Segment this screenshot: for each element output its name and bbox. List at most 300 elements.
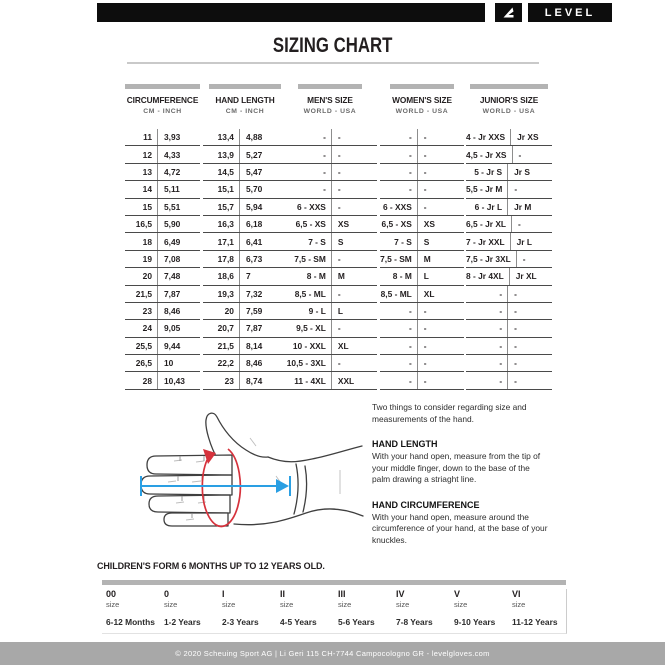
column-header-bar xyxy=(390,84,454,89)
header-bar xyxy=(97,3,485,22)
children-column xyxy=(160,589,218,627)
column-header-bar xyxy=(209,84,281,89)
cell-primary: 21,5 xyxy=(125,286,158,302)
table-row xyxy=(203,129,287,146)
children-age-range: 5-6 Years xyxy=(338,617,375,627)
cell-secondary: Jr S xyxy=(514,166,530,177)
column-rows xyxy=(283,129,377,390)
table-row xyxy=(203,372,287,389)
hand-length-text: With your hand open, measure from the tip of your middle finger, down to the base of the palm drawing a striaght line. xyxy=(372,451,541,484)
column-header-bar xyxy=(125,84,200,89)
table-row xyxy=(125,338,200,355)
cell-secondary: - xyxy=(518,149,522,160)
table-row xyxy=(380,181,464,198)
cell-primary: 8,5 - ML xyxy=(380,286,418,302)
table-row xyxy=(203,216,287,233)
table-row xyxy=(380,216,464,233)
cell-primary: 4 - Jr XXS xyxy=(466,129,511,145)
level-angle-mark-icon xyxy=(502,6,515,19)
measurement-info xyxy=(372,402,548,546)
cell-secondary: - xyxy=(423,184,427,195)
cell-primary: 22,2 xyxy=(203,355,240,371)
cell-primary: 23 xyxy=(203,372,240,388)
table-row xyxy=(283,251,377,268)
column-title: CIRCUMFERENCE xyxy=(126,95,199,105)
cell-secondary: 5,90 xyxy=(164,219,181,230)
table-row xyxy=(125,303,200,320)
children-column xyxy=(102,589,160,627)
cell-primary: 6 - Jr L xyxy=(466,199,508,215)
cell-primary: 13,9 xyxy=(203,146,240,162)
children-age-range: 9-10 Years xyxy=(454,617,496,627)
cell-primary: 19,3 xyxy=(203,286,240,302)
cell-secondary: - xyxy=(337,201,341,212)
children-column xyxy=(218,589,276,627)
cell-primary: 15 xyxy=(125,199,158,215)
size-table xyxy=(97,84,568,394)
cell-secondary: 7,87 xyxy=(245,323,263,334)
hand-measurement-figure xyxy=(100,398,365,560)
page-title: SIZING CHART xyxy=(272,34,393,57)
table-row xyxy=(380,303,464,320)
table-row xyxy=(380,320,464,337)
cell-primary: 16,5 xyxy=(125,216,158,232)
column-subtitle: WORLD - USA xyxy=(303,108,357,115)
cell-secondary: Jr XL xyxy=(515,271,537,282)
cell-secondary: XL xyxy=(423,288,435,299)
column-title: HAND LENGTH xyxy=(215,95,275,105)
cell-secondary: - xyxy=(337,132,341,143)
cell-primary: 20,7 xyxy=(203,320,240,336)
cell-secondary: - xyxy=(337,358,341,369)
cell-primary: 15,7 xyxy=(203,199,240,215)
cell-secondary: 5,70 xyxy=(245,184,263,195)
cell-primary: 13,4 xyxy=(203,129,240,145)
table-row xyxy=(125,268,200,285)
children-column xyxy=(392,589,450,627)
children-column xyxy=(276,589,334,627)
cell-primary: 19 xyxy=(125,251,158,267)
table-row xyxy=(125,372,200,389)
cell-primary: - xyxy=(380,338,418,354)
cell-primary: - xyxy=(283,181,332,197)
table-row xyxy=(466,355,552,372)
cell-primary: 4,5 - Jr XS xyxy=(466,146,513,162)
cell-primary: 5 - Jr S xyxy=(466,164,508,180)
column-subtitle: CM - INCH xyxy=(143,108,182,115)
cell-primary: 17,8 xyxy=(203,251,240,267)
size-table-group xyxy=(283,84,377,390)
column-subtitle: CM - INCH xyxy=(225,108,265,115)
column-title: WOMEN'S SIZE xyxy=(392,95,452,105)
cell-primary: 15,1 xyxy=(203,181,240,197)
table-row xyxy=(125,320,200,337)
cell-secondary: - xyxy=(423,149,427,160)
cell-secondary: - xyxy=(337,288,341,299)
column-header-bar xyxy=(298,84,362,89)
cell-primary: 7 - S xyxy=(283,233,332,249)
cell-primary: 23 xyxy=(125,303,158,319)
cell-primary: 7 - S xyxy=(380,233,418,249)
column-title: MEN'S SIZE xyxy=(307,95,353,105)
column-rows xyxy=(125,129,200,390)
cell-secondary: - xyxy=(337,253,341,264)
cell-primary: 6,5 - Jr XL xyxy=(466,216,512,232)
cell-secondary: - xyxy=(423,375,427,386)
brand-logo: LEVEL xyxy=(528,3,612,22)
cell-secondary: 10,43 xyxy=(164,375,185,386)
cell-secondary: - xyxy=(337,149,341,160)
cell-primary: - xyxy=(466,338,508,354)
cell-primary: 5,5 - Jr M xyxy=(466,181,508,197)
column-subtitle: WORLD - USA xyxy=(395,108,449,115)
table-row xyxy=(283,216,377,233)
children-size-label: size xyxy=(338,600,352,609)
size-table-group xyxy=(380,84,464,390)
cell-secondary: M xyxy=(423,253,431,264)
children-size-label: size xyxy=(280,600,294,609)
cell-secondary: 8,14 xyxy=(245,340,263,351)
table-row xyxy=(203,164,287,181)
children-size-label: size xyxy=(454,600,468,609)
children-column xyxy=(450,589,508,627)
cell-primary: 7,5 - SM xyxy=(283,251,332,267)
table-row xyxy=(203,355,287,372)
table-row xyxy=(380,268,464,285)
cell-secondary: - xyxy=(423,132,427,143)
level-logo-icon xyxy=(495,3,522,22)
table-row xyxy=(380,251,464,268)
cell-secondary: - xyxy=(518,219,521,230)
cell-secondary: S xyxy=(337,236,344,247)
size-table-group xyxy=(125,84,200,390)
table-row xyxy=(380,164,464,181)
table-row xyxy=(203,338,287,355)
cell-primary: - xyxy=(380,303,418,319)
cell-primary: - xyxy=(466,320,508,336)
cell-secondary: 7,87 xyxy=(164,288,181,299)
children-table-bar xyxy=(102,580,566,585)
cell-secondary: 5,51 xyxy=(164,201,181,212)
cell-primary: 8 - M xyxy=(380,268,418,284)
cell-secondary: Jr XS xyxy=(517,132,539,143)
table-row xyxy=(203,199,287,216)
children-table-title: CHILDREN'S FORM 6 MONTHS UP TO 12 YEARS OLD. xyxy=(97,561,325,571)
cell-primary: 7,5 - Jr 3XL xyxy=(466,251,517,267)
table-row xyxy=(125,129,200,146)
table-row xyxy=(380,355,464,372)
hand-circumference-heading: HAND CIRCUMFERENCE xyxy=(372,499,480,510)
cell-primary: 10,5 - 3XL xyxy=(283,355,332,371)
table-row xyxy=(283,199,377,216)
cell-primary: 6,5 - XS xyxy=(283,216,332,232)
table-row xyxy=(466,164,552,181)
cell-primary: 6,5 - XS xyxy=(380,216,418,232)
cell-secondary: XS xyxy=(423,219,435,230)
table-row xyxy=(283,233,377,250)
cell-secondary: 5,11 xyxy=(164,184,180,195)
cell-secondary: 5,47 xyxy=(245,166,263,177)
children-size-code: I xyxy=(222,589,225,599)
children-age-range: 6-12 Months xyxy=(106,617,155,627)
cell-primary: 16,3 xyxy=(203,216,240,232)
table-row xyxy=(125,355,200,372)
children-column xyxy=(508,589,566,627)
cell-primary: 11 xyxy=(125,129,158,145)
cell-secondary: - xyxy=(522,253,526,264)
table-row xyxy=(466,233,552,250)
cell-secondary: 5,27 xyxy=(245,149,263,160)
cell-secondary: 8,46 xyxy=(245,358,263,369)
table-row xyxy=(203,320,287,337)
cell-secondary: S xyxy=(423,236,430,247)
table-row xyxy=(283,164,377,181)
table-row xyxy=(283,268,377,285)
table-row xyxy=(125,181,200,198)
info-intro: Two things to consider regarding size and measurements of the hand. xyxy=(372,402,527,424)
table-row xyxy=(125,164,200,181)
cell-secondary: 7,59 xyxy=(245,306,263,317)
cell-secondary: L xyxy=(423,271,429,282)
cell-primary: - xyxy=(380,355,418,371)
table-row xyxy=(466,251,552,268)
table-row xyxy=(125,286,200,303)
cell-secondary: 7 xyxy=(245,271,251,282)
cell-secondary: - xyxy=(423,306,427,317)
table-row xyxy=(283,355,377,372)
cell-primary: - xyxy=(466,372,508,388)
hand-circumference-text: With your hand open, measure around the circumference of your hand, at the base of your knuckles. xyxy=(372,511,548,545)
table-row xyxy=(203,181,287,198)
footer-bar xyxy=(0,642,665,665)
table-row xyxy=(466,216,552,233)
table-row xyxy=(380,146,464,163)
children-age-range: 1-2 Years xyxy=(164,617,201,627)
column-title: JUNIOR'S SIZE xyxy=(479,95,539,105)
cell-primary: 11 - 4XL xyxy=(283,372,332,388)
cell-primary: - xyxy=(466,286,508,302)
table-row xyxy=(466,286,552,303)
column-header-bar xyxy=(470,84,547,89)
cell-secondary: XS xyxy=(337,219,350,230)
cell-primary: 6 - XXS xyxy=(380,199,418,215)
children-size-code: IV xyxy=(396,589,405,599)
table-row xyxy=(466,181,552,198)
cell-primary: 10 - XXL xyxy=(283,338,332,354)
table-row xyxy=(203,251,287,268)
cell-secondary: 5,94 xyxy=(245,201,263,212)
table-row xyxy=(466,320,552,337)
cell-secondary: 4,33 xyxy=(164,149,181,160)
cell-primary: 7 - Jr XXL xyxy=(466,233,511,249)
cell-primary: 13 xyxy=(125,164,158,180)
cell-secondary: - xyxy=(514,340,517,351)
table-row xyxy=(380,129,464,146)
table-row xyxy=(203,233,287,250)
table-row xyxy=(466,199,552,216)
cell-primary: 21,5 xyxy=(203,338,240,354)
cell-primary: 20 xyxy=(203,303,240,319)
children-size-code: II xyxy=(280,589,286,599)
cell-secondary: Jr L xyxy=(516,236,533,247)
children-size-code: VI xyxy=(512,589,521,599)
table-row xyxy=(466,372,552,389)
column-rows xyxy=(380,129,464,390)
children-table xyxy=(102,589,567,634)
table-row xyxy=(466,268,552,285)
cell-primary: 17,1 xyxy=(203,233,240,249)
cell-secondary: - xyxy=(514,358,517,369)
cell-secondary: 6,18 xyxy=(245,219,263,230)
cell-secondary: 4,88 xyxy=(245,132,263,143)
cell-secondary: 10 xyxy=(164,358,174,369)
cell-primary: 28 xyxy=(125,372,158,388)
children-age-range: 2-3 Years xyxy=(222,617,259,627)
table-row xyxy=(283,372,377,389)
table-row xyxy=(125,199,200,216)
table-row xyxy=(466,129,552,146)
cell-primary: 24 xyxy=(125,320,158,336)
cell-secondary: 8,74 xyxy=(245,375,263,386)
table-row xyxy=(380,199,464,216)
table-row xyxy=(380,372,464,389)
cell-secondary: 9,44 xyxy=(164,340,181,351)
cell-secondary: - xyxy=(423,166,427,177)
cell-secondary: - xyxy=(514,323,517,334)
cell-primary: - xyxy=(380,181,418,197)
cell-primary: 8,5 - ML xyxy=(283,286,332,302)
cell-secondary: 6,49 xyxy=(164,236,181,247)
table-row xyxy=(203,268,287,285)
children-age-range: 4-5 Years xyxy=(280,617,317,627)
column-rows xyxy=(203,129,287,390)
children-size-code: 0 xyxy=(164,589,170,599)
cell-secondary: 6,41 xyxy=(245,236,263,247)
cell-secondary: 7,08 xyxy=(164,253,181,264)
size-table-group xyxy=(466,84,552,390)
cell-primary: 20 xyxy=(125,268,158,284)
cell-secondary: - xyxy=(514,306,517,317)
cell-primary: 18 xyxy=(125,233,158,249)
cell-secondary: 7,32 xyxy=(245,288,263,299)
cell-secondary: - xyxy=(337,323,341,334)
cell-secondary: 3,93 xyxy=(164,132,181,143)
children-size-code: 00 xyxy=(106,589,117,599)
children-size-label: size xyxy=(106,600,120,609)
cell-secondary: 4,72 xyxy=(164,166,181,177)
cell-secondary: XL xyxy=(337,340,349,351)
table-row xyxy=(466,338,552,355)
cell-primary: 14 xyxy=(125,181,158,197)
cell-primary: - xyxy=(380,372,418,388)
children-size-code: III xyxy=(338,589,346,599)
children-size-code: V xyxy=(454,589,461,599)
table-row xyxy=(125,146,200,163)
cell-primary: 6 - XXS xyxy=(283,199,332,215)
children-size-label: size xyxy=(512,600,526,609)
cell-primary: 25,5 xyxy=(125,338,158,354)
cell-secondary: XXL xyxy=(337,375,355,386)
children-size-label: size xyxy=(222,600,236,609)
children-age-range: 11-12 Years xyxy=(512,617,558,627)
cell-secondary: - xyxy=(423,201,427,212)
cell-primary: 12 xyxy=(125,146,158,162)
size-table-group xyxy=(203,84,287,390)
children-column xyxy=(334,589,392,627)
cell-secondary: Jr M xyxy=(514,201,532,212)
table-row xyxy=(125,251,200,268)
table-row xyxy=(283,320,377,337)
cell-primary: 8 - Jr 4XL xyxy=(466,268,510,284)
cell-secondary: 9,05 xyxy=(164,323,181,334)
cell-secondary: - xyxy=(514,288,517,299)
table-row xyxy=(125,216,200,233)
table-row xyxy=(283,146,377,163)
column-rows xyxy=(466,129,552,390)
cell-primary: 9 - L xyxy=(283,303,332,319)
cell-primary: - xyxy=(380,164,418,180)
table-row xyxy=(125,233,200,250)
cell-secondary: - xyxy=(514,184,518,195)
children-size-label: size xyxy=(164,600,178,609)
table-row xyxy=(466,146,552,163)
cell-primary: 18,6 xyxy=(203,268,240,284)
cell-secondary: 7,48 xyxy=(164,271,181,282)
cell-primary: 14,5 xyxy=(203,164,240,180)
column-subtitle: WORLD - USA xyxy=(482,108,536,115)
cell-primary: - xyxy=(283,164,332,180)
cell-secondary: - xyxy=(423,340,427,351)
cell-secondary: - xyxy=(337,166,341,177)
table-row xyxy=(283,129,377,146)
table-row xyxy=(283,181,377,198)
table-row xyxy=(203,146,287,163)
table-row xyxy=(380,338,464,355)
children-age-range: 7-8 Years xyxy=(396,617,433,627)
cell-secondary: - xyxy=(337,184,341,195)
cell-secondary: M xyxy=(337,271,345,282)
cell-primary: - xyxy=(283,129,332,145)
table-row xyxy=(283,338,377,355)
title-divider xyxy=(127,62,539,64)
footer-text: © 2020 Scheuing Sport AG | Li Geri 115 CH-7744 Campocologno GR - levelgloves.com xyxy=(175,649,490,658)
cell-primary: - xyxy=(283,146,332,162)
cell-secondary: 8,46 xyxy=(164,306,181,317)
cell-primary: - xyxy=(466,355,508,371)
table-row xyxy=(380,233,464,250)
cell-primary: - xyxy=(466,303,508,319)
cell-secondary: - xyxy=(423,323,427,334)
cell-secondary: L xyxy=(337,306,343,317)
cell-primary: - xyxy=(380,320,418,336)
hand-length-heading: HAND LENGTH xyxy=(372,439,438,449)
cell-primary: 9,5 - XL xyxy=(283,320,332,336)
cell-primary: 26,5 xyxy=(125,355,158,371)
table-row xyxy=(283,303,377,320)
children-size-label: size xyxy=(396,600,410,609)
table-row xyxy=(203,286,287,303)
table-row xyxy=(380,286,464,303)
cell-primary: - xyxy=(380,146,418,162)
table-row xyxy=(466,303,552,320)
cell-primary: - xyxy=(380,129,418,145)
cell-primary: 7,5 - SM xyxy=(380,251,418,267)
cell-secondary: 6,73 xyxy=(245,253,263,264)
cell-primary: 8 - M xyxy=(283,268,332,284)
table-row xyxy=(283,286,377,303)
table-row xyxy=(203,303,287,320)
cell-secondary: - xyxy=(514,375,517,386)
